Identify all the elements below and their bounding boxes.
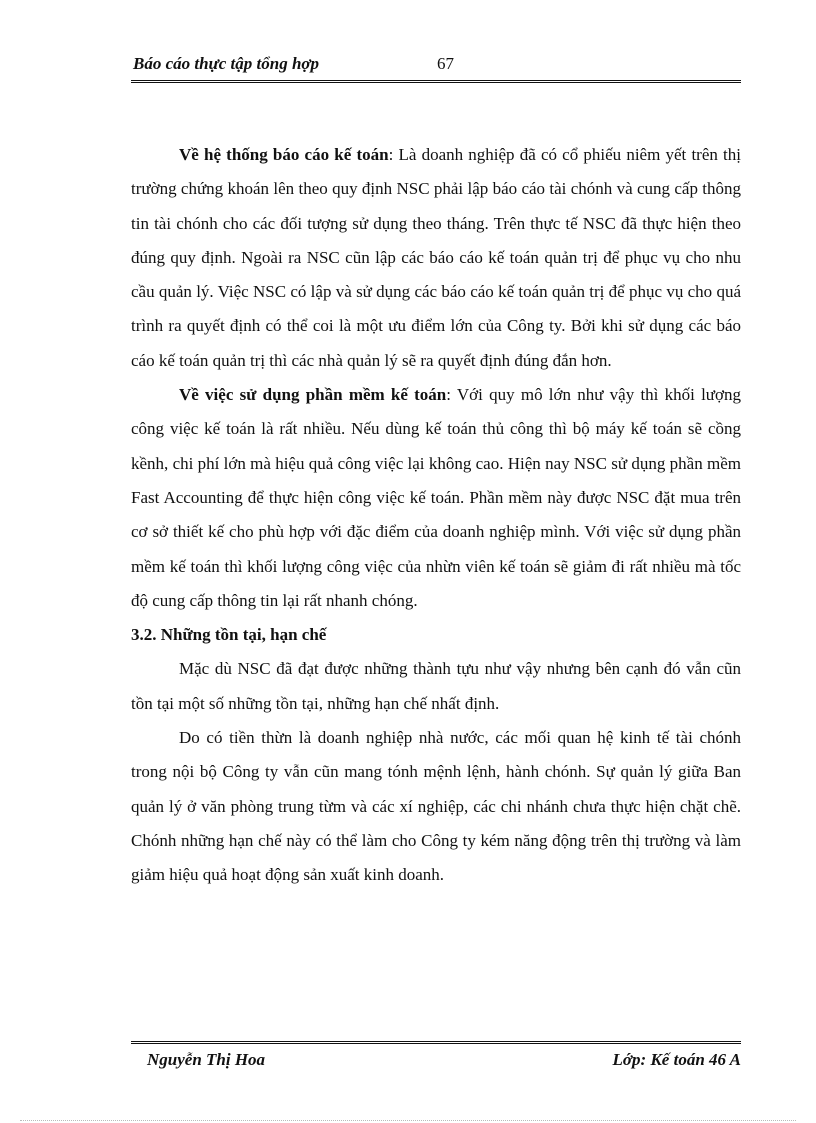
paragraph-limitations-intro: Mặc dù NSC đã đạt được những thành tựu như vậy nhưng bên cạnh đó vẫn cũn tồn tại một số những tồn tại, những hạn chế nhất định. <box>131 659 741 713</box>
page-number: 67 <box>437 54 454 73</box>
page-footer <box>131 1041 741 1080</box>
footer-class: Lớp: Kế toán 46 A <box>612 1050 741 1069</box>
paragraph-limitations-detail: Do có tiền thừn là doanh nghiệp nhà nước, các mối quan hệ kinh tế tài chónh trong nội bộ Công ty vẫn cũn mang tónh mệnh lệnh, hành chónh. Sự quản lý giữa Ban quản lý ở văn phòng trung từm và các xí nghiệp, các chi nhánh chưa thực hiện chặt chẽ. Chónh những hạn chế này có thể làm cho Công ty kém năng động trên thị trường và làm giảm hiệu quả hoạt động sản xuất kinh doanh. <box>131 728 741 885</box>
paragraph-text: : Là doanh nghiệp đã có cổ phiếu niêm yết trên thị trường chứng khoán lên theo quy định NSC phải lập báo cáo tài chónh và cung cấp thông tin tài chónh cho các đối tượng sử dụng theo tháng. Trên thực tế NSC đã thực hiện theo đúng quy định. Ngoài ra NSC cũn lập các báo cáo kế toán quản trị để phục vụ cho nhu cầu quản lý. Việc NSC có lập và sử dụng các báo cáo kế toán quản trị để phục vụ cho quá trình ra quyết định có thể coi là một ưu điểm lớn của Công ty. Bởi khi sử dụng các báo cáo kế toán quản trị thì các nhà quản lý sẽ ra quyết định đúng đắn hơn. <box>131 145 741 370</box>
section-heading: 3.2. Những tồn tại, hạn chế <box>131 625 327 645</box>
page-header <box>131 48 741 83</box>
paragraph-lead: Về việc sử dụng phần mềm kế toán <box>179 385 447 405</box>
page-bottom-divider <box>20 1120 796 1121</box>
document-body <box>131 138 741 893</box>
footer-author: Nguyễn Thị Hoa <box>147 1050 266 1069</box>
paragraph-accounting-reports <box>131 138 741 378</box>
paragraph-accounting-software <box>131 378 741 618</box>
paragraph-text: : Với quy mô lớn như vậy thì khối lượng công việc kế toán là rất nhiều. Nếu dùng kế toán thủ công thì bộ máy kế toán sẽ cồng kềnh, chi phí lớn mà hiệu quả công việc lại không cao. Hiện nay NSC sử dụng phần mềm Fast Accounting để thực hiện công việc kế toán. Phần mềm này được NSC đặt mua trên cơ sở thiết kế cho phù hợp với đặc điểm của doanh nghiệp mình. Với việc sử dụng phần mềm kế toán thì khối lượng công việc của nhừn viên kế toán sẽ giảm đi rất nhiều mà tốc độ cung cấp thông tin lại rất nhanh chóng. <box>131 385 742 610</box>
paragraph-lead: Về hệ thống báo cáo kế toán <box>179 145 389 164</box>
header-title: Báo cáo thực tập tổng hợp <box>133 54 320 73</box>
